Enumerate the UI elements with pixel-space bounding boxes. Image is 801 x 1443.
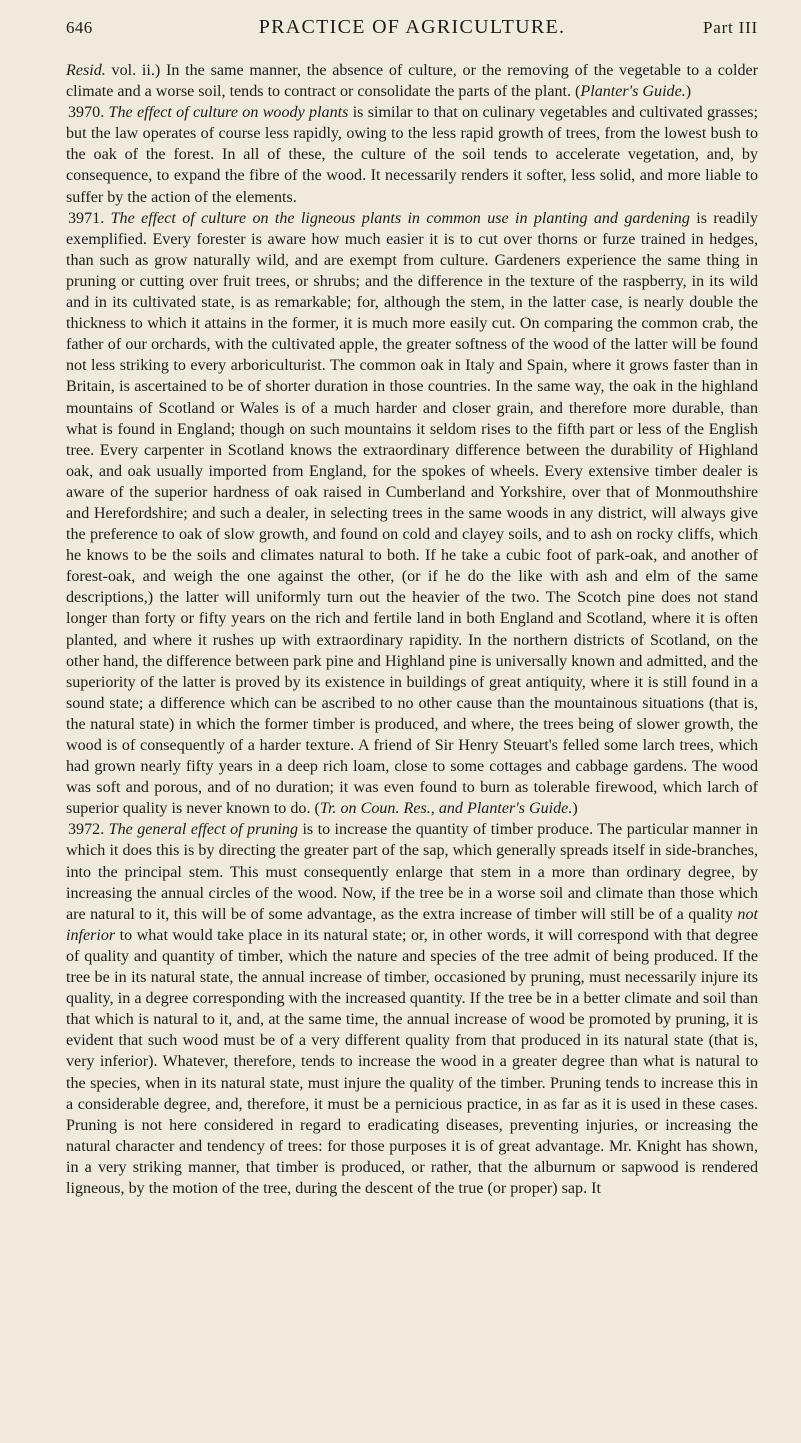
section-heading: The effect of culture on the ligneous plants in common use in planting and gardening [110, 209, 690, 227]
paragraph-3970: 3970. The effect of culture on woody plants is similar to that on culinary vegetables and cultivated grasses; but the law operates of course less rapidly, owing to the less rapid growth of trees, from the lowest bush to the oak of the forest. In all of these, the culture of the soil tends to accelerate vegetation, and, by consequence, to expand the fibre of the wood. It necessarily renders it softer, less solid, and more liable to suffer by the action of the elements. [66, 104, 759, 206]
part-label: Part III [702, 18, 758, 37]
paragraph-3972: 3972. The general effect of pruning is to increase the quantity of timber produce. The particular manner in which it does this is by directing the greater part of the sap, which generally spreads itself in side-branches, into the principal stem. This must consequently enlarge that stem in a more than ordinary degree, by increasing the annual circles of the wood. Now, if the tree be in a worse soil and climate than those which are natural to it, this will be of some advantage, as the extra increase of timber will still be of a quality not inferior to what would take place in its natural state; or, in other words, it will correspond with that degree of quality and quantity of timber, which the nature and species of the tree admit of being produced. If the tree be in its natural state, the annual increase of timber, occasioned by pruning, must necessarily injure its quality, in a degree corresponding with the increased quantity. If the tree be in a better climate and soil than that which is natural to it, and, at the same time, the annual increase of wood be promoted by pruning, it is evident that such wood must be of a very different quality from that produced in its natural state (that is, very inferior). Whatever, therefore, tends to increase the wood in a greater degree than what is natural to the species, when in its natural state, must injure the quality of the timber. Pruning tends to increase this in a considerable degree, and, therefore, it must be a pernicious practice, in as far as it is used in these cases. Pruning is not here considered in regard to eradicating diseases, preventing injuries, or increasing the natural character and tendency of trees: for those purposes it is of great advantage. Mr. Knight has shown, in a very striking manner, that timber is produced, or rather, that the alburnum or sapwood is rendered ligneous, by the motion of the tree, during the descent of the true (or proper) sap. It [66, 821, 758, 1197]
running-head [66, 14, 758, 44]
section-heading: The general effect of pruning [108, 821, 299, 839]
section-number: 3971. [68, 209, 105, 227]
citation: Planter's Guide. [580, 83, 686, 101]
emphasis: not inferior [66, 905, 758, 944]
section-heading: The effect of culture on woody plants [108, 104, 349, 122]
paragraph-3971: 3971. The effect of culture on the ligneous plants in common use in planting and gardening is readily exemplified. Every forester is aware how much easier it is to cut over thorns or furze trained in hedges, than such as grow naturally wild, and are exempt from culture. Gardeners experience the same thing in pruning or cutting over fruit trees, or shrubs; and the difference in the texture of the raspberry, in its wild and in its cultivated state, is as remarkable; for, although the stem, in the latter case, is nearly double the thickness to which it attains in the former, it is much more easily cut. On comparing the common crab, the father of our orchards, with the cultivated apple, the greater softness of the wood of the latter will be found not less striking to every arboriculturist. The common oak in Italy and Spain, where it grows faster than in Britain, is ascertained to be of shorter duration in those countries. In the same way, the oak in the highland mountains of Scotland or Wales is of a much harder and closer grain, and therefore more durable, than what is found in England; though on such mountains it seldom rises to the fifth part or less of the English tree. Every carpenter in Scotland knows the extraordinary difference between the durability of Highland oak, and oak usually imported from England, for the spokes of wheels. Every extensive timber dealer is aware of the superior hardness of oak raised in Cumberland and Yorkshire, over that of Monmouthshire and Herefordshire; and such a dealer, in selecting trees in the same woods in any district, will always give the preference to oak of slow growth, and found on cold and clayey soils, and to ash on rocky cliffs, which he knows to be the soils and climates natural to both. If he take a cubic foot of park-oak, and another of forest-oak, and weigh the one against the other, (or if he do the like with ash and elm of the same descriptions,) the latter will uniformly turn out the heavier of the two. The Scotch pine does not stand longer than forty or fifty years on the rich and fertile land in both England and Scotland, where it is often planted, and where it rushes up with extraordinary rapidity. In the northern districts of Scotland, on the other hand, the difference between park pine and Highland pine is universally known and admitted, and the superiority of the latter is proved by its existence in buildings of great antiquity, where it is still found in a sound state; a difference which can be ascribed to no other cause than the mountainous situations (that is, the natural state) in which the former timber is produced, and where, the trees being of slower growth, the wood is of consequently of a harder texture. A friend of Sir Henry Steuart's felled some larch trees, which had grown nearly fifty years in a deep rich loam, close to some cottages and cabbage gardens. The wood was soft and porous, and of no duration; it was even found to burn as tolerable firewood, which larch of superior quality is never known to do. (Tr. on Coun. Res., and Planter's Guide.) [66, 209, 759, 818]
page-number: 646 [66, 18, 93, 37]
section-number: 3970. [68, 104, 105, 122]
body-text [66, 60, 758, 1199]
paragraph-continuation: Resid. vol. ii.) In the same manner, the absence of culture, or the removing of the vegetable to a colder climate and a worse soil, tends to contract or consolidate the parts of the plant. (Planter's Guide.) [66, 62, 758, 101]
running-title: PRACTICE OF AGRICULTURE. [258, 16, 566, 38]
lead-citation: Resid. [66, 62, 106, 79]
section-number: 3972. [68, 821, 105, 839]
citation: Tr. on Coun. Res., and Planter's Guide. [319, 800, 573, 818]
